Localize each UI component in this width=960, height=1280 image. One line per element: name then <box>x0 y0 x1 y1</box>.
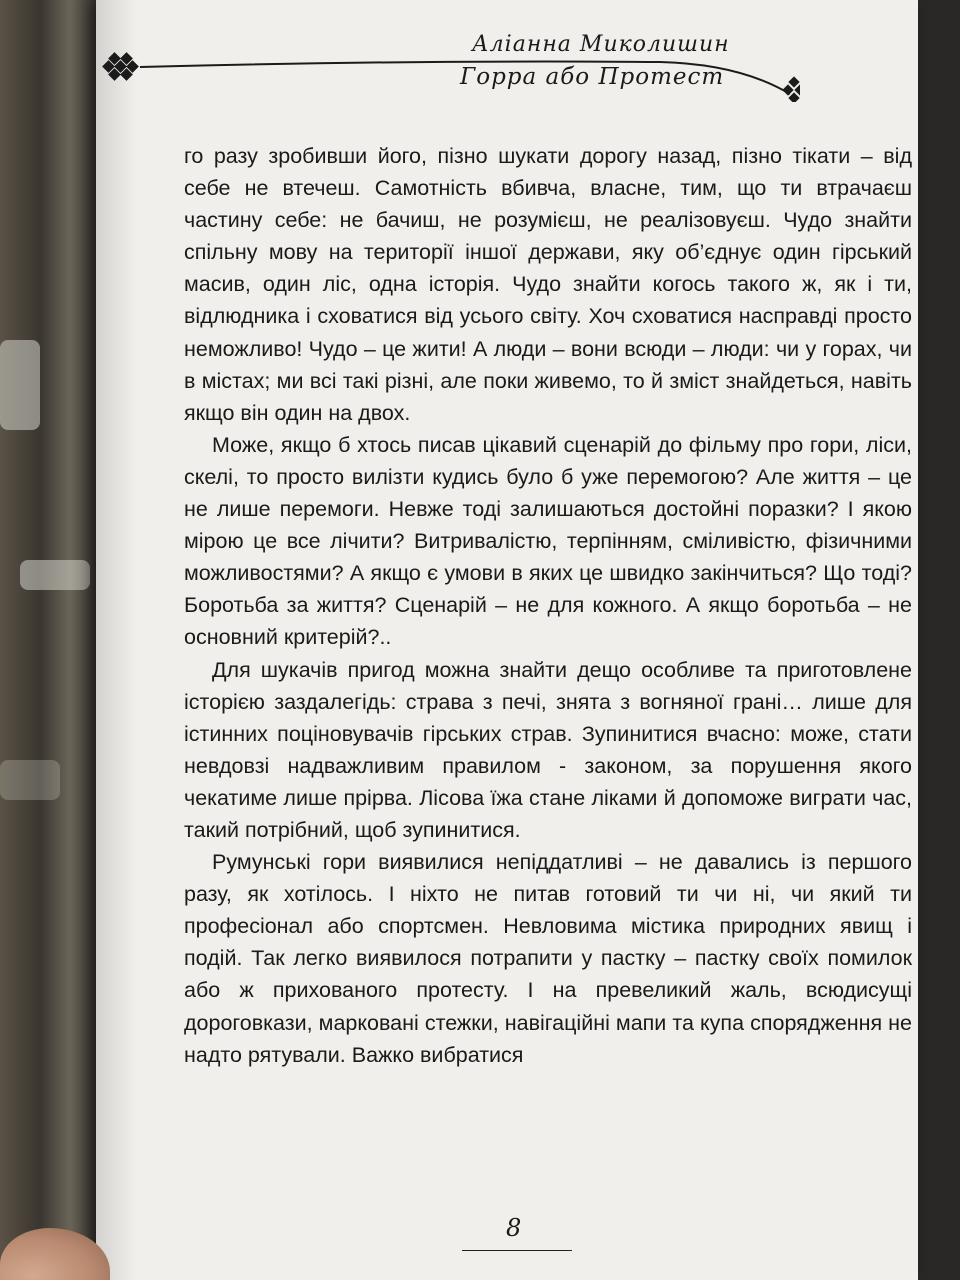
paragraph: Румунські гори виявилися непіддатливі – не давались із першого разу, як хотілось. І ніхто не питав готовий ти чи ні, чи який ти професіонал або спортсмен. Невловима містика природних явищ і подій. Так легко виявилося потрапити у пастку – пастку своїх помилок або ж прихованого протесту. І на превеликий жаль, всюдисущі дороговкази, марковані стежки, навігаційні мапи та купа спорядження не надто рятували. Важко вибратися <box>184 850 912 1067</box>
background-paint-stroke <box>0 340 40 430</box>
background-paint-stroke <box>20 560 90 590</box>
paragraph: Для шукачів пригод можна знайти дещо особливе та приготовлене історією заздалегідь: страва з печі, знята з вогняної грані… лише для істинних поціновувачів гірських страв. Зупинитися вчасно: може, стати невдовзі надважливим правилом - законом, за порушення якого чекатиме лише прірва. Лісова їжа стане ліками й допоможе виграти час, такий потрібний, щоб зупинитися. <box>184 657 912 842</box>
diamond-ornament-left-icon <box>102 52 139 81</box>
running-header <box>100 22 800 102</box>
page-gutter-shadow <box>96 0 136 1280</box>
page-body <box>184 140 912 1071</box>
background-paint-stroke <box>0 760 60 800</box>
paragraph: Може, якщо б хтось писав цікавий сценарій до фільму про гори, ліси, скелі, то просто вилізти кудись було б уже перемогою? Але життя – це не лише перемоги. Невже тоді залишаються достойні поразки? І якою мірою це все лічити? Витривалістю, терпінням, сміливістю, фізичними можливостями? А якщо є умови в яких це швидко закінчиться? Що тоді? Боротьба за життя? Сценарій – не для кожного. А якщо боротьба – не основний критерій?.. <box>184 432 912 650</box>
header-author: Аліанна Миколишин <box>472 32 730 57</box>
header-book-title: Горра або Протест <box>460 64 725 90</box>
paragraph: го разу зробивши його, пізно шукати дорогу назад, пізно тікати – від себе не втечеш. Самотність вбивча, власне, тим, що ти втрачаєш частину себе: не бачиш, не розумієш, не реалізовуєш. Чудо знайти спільну мову на території іншої держави, яку об’єднує один гірський масив, один ліс, одна історія. Чудо знайти когось такого ж, як і ти, відлюдника і сховатися від усього світу. Хоч сховатися насправді просто неможливо! Чудо – це жити! А люди – вони всюди – люди: чи у горах, чи в містах; ми всі такі різні, але поки живемо, то й зміст знайдеться, навіть якщо він один на двох. <box>184 144 912 425</box>
diamond-ornament-right-icon <box>782 76 800 102</box>
page-number: 8 <box>506 1214 522 1242</box>
footer-rule <box>462 1250 572 1251</box>
